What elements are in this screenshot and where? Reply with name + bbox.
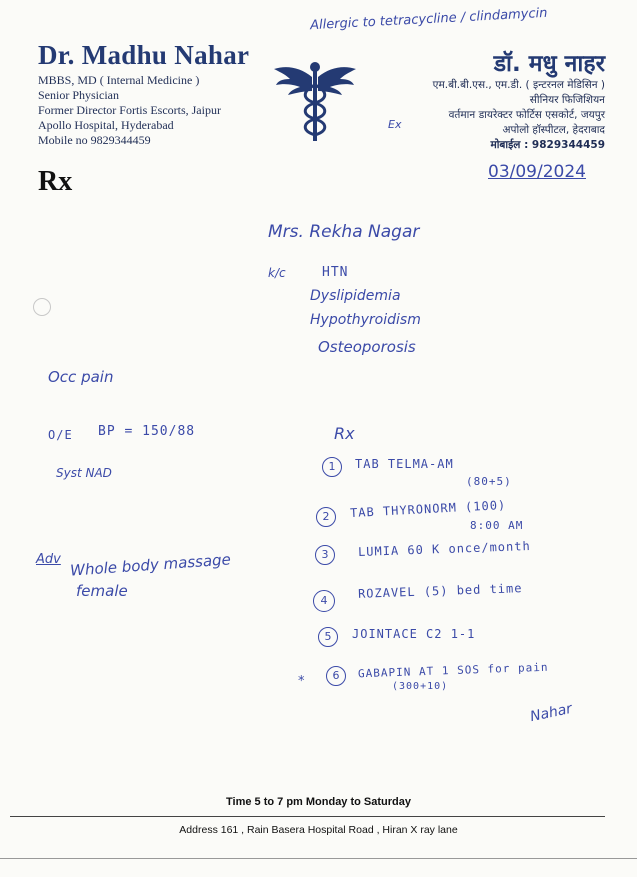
med-number-circle: 1 (322, 457, 342, 477)
med-name: JOINTACE C2 1-1 (352, 627, 476, 641)
exam-oe: O/E (48, 428, 73, 442)
bottom-divider (0, 858, 637, 859)
med-name: ROZAVEL (5) bed time (357, 581, 523, 601)
med-number-circle: 4 (313, 590, 335, 612)
med-name: TAB TELMA-AM (355, 457, 454, 471)
med-name: LUMIA 60 K once/month (357, 538, 531, 560)
rx-symbol-text: Rx (38, 166, 73, 197)
doctor-name: Dr. Madhu Nahar (38, 40, 250, 70)
hindi-credential-hospital: अपोलो हॉस्पीटल, हेदराबाद (502, 124, 605, 136)
history-item: Hypothyroidism (310, 312, 421, 328)
doctor-signature: Nahar (528, 700, 574, 726)
history-item: HTN (322, 265, 349, 280)
allergy-note: Allergic to tetracycline / clindamycin (309, 5, 548, 34)
caduceus-icon (272, 55, 358, 145)
credential-degree: MBBS, MD ( Internal Medicine ) (38, 73, 200, 87)
exam-systemic: Syst NAD (56, 466, 112, 480)
med-detail: 8:00 AM (470, 519, 524, 532)
credential-former: Former Director Fortis Escorts, Jaipur (38, 103, 221, 117)
med-name: GABAPIN AT 1 SOS for pain (357, 660, 549, 681)
credential-title: Senior Physician (38, 88, 119, 102)
credential-mobile: Mobile no 9829344459 (38, 133, 151, 147)
hindi-credential-degree: एम.बी.बी.एस., एम.डी. ( इन्टरनल मेडिसिन ) (432, 79, 605, 91)
footer-divider (10, 816, 605, 817)
ex-mark: Ex (388, 118, 402, 131)
med-number-circle: 6 (326, 666, 346, 686)
med-number-circle: 5 (318, 627, 338, 647)
credential-hospital: Apollo Hospital, Hyderabad (38, 118, 174, 132)
complaint: Occ pain (48, 368, 114, 386)
history-label: k/c (268, 266, 286, 280)
med-number-circle: 2 (316, 507, 336, 527)
patient-name: Mrs. Rekha Nagar (268, 222, 420, 242)
med-detail: (300+10) (392, 681, 449, 692)
advice-line: Whole body massage (69, 550, 232, 580)
exam-bp: BP = 150/88 (98, 424, 196, 439)
prescription-date: 03/09/2024 (488, 162, 586, 182)
med-detail: (80+5) (466, 475, 512, 488)
clinic-address: Address 161 , Rain Basera Hospital Road , Hiran X ray lane (179, 824, 458, 836)
rx-symbol (38, 166, 72, 198)
hindi-credential-mobile: मोबाईल : 9829344459 (490, 139, 605, 151)
history-item: Dyslipidemia (310, 288, 401, 304)
doctor-name-hindi: डॉ. मधु नाहर (493, 51, 605, 77)
med-name: TAB THYRONORM (100) (349, 497, 507, 521)
advice-line: female (76, 582, 128, 600)
advice-label: Adv (36, 552, 61, 567)
clinic-timing: Time 5 to 7 pm Monday to Saturday (226, 796, 411, 808)
history-item: Osteoporosis (318, 338, 416, 356)
star-mark: * (298, 674, 305, 689)
med-number-circle: 3 (315, 545, 335, 565)
punch-hole-mark (33, 298, 51, 316)
hindi-credential-title: सीनियर फिजिशियन (529, 94, 605, 106)
hindi-credential-director: वर्तमान डायरेक्टर फोर्टिस एसकोर्ट, जयपुर (448, 109, 605, 121)
rx-handwritten: Rx (334, 424, 355, 443)
